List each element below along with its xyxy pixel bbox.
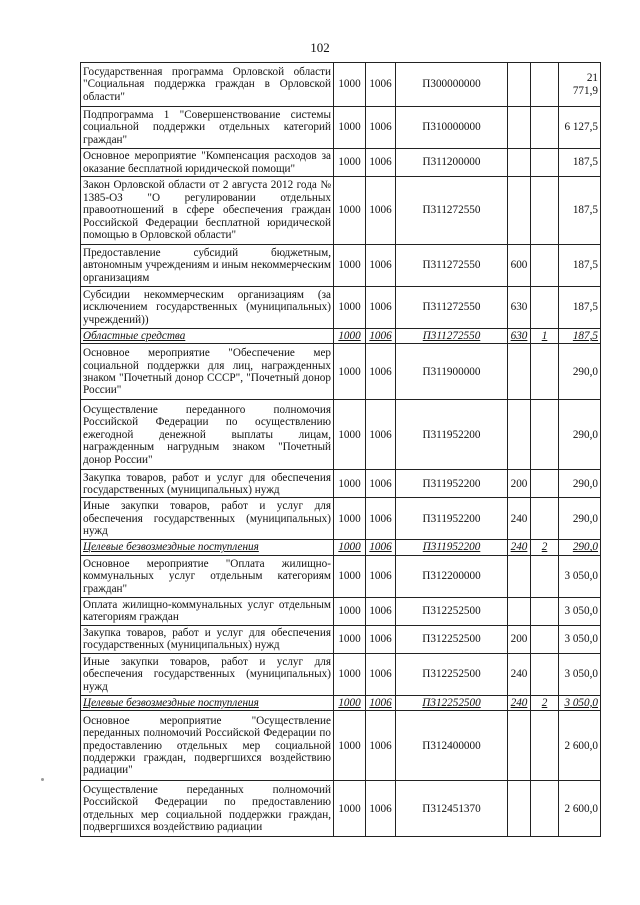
subsection-code-cell: 1006 (366, 498, 396, 540)
funding-source-cell (531, 625, 559, 653)
amount-cell: 290,0 (559, 470, 601, 498)
row-name-cell: Основное мероприятие "Оплата жилищно-коммунальных услуг отдельным категориям граждан" (81, 555, 334, 597)
table-row (81, 245, 601, 287)
target-article-cell: П312400000 (396, 711, 508, 781)
expense-type-cell (508, 711, 531, 781)
funding-source-cell (531, 555, 559, 597)
target-article-cell: П312252500 (396, 625, 508, 653)
funding-source-cell (531, 149, 559, 177)
table-row (81, 711, 601, 781)
expense-type-cell: 240 (508, 653, 531, 695)
funding-source-cell (531, 470, 559, 498)
expense-type-cell: 600 (508, 245, 531, 287)
table-row (81, 344, 601, 400)
section-code-cell: 1000 (334, 695, 366, 710)
target-article-cell: П312252500 (396, 695, 508, 710)
target-article-cell: П311952200 (396, 400, 508, 470)
row-name-cell: Целевые безвозмездные поступления (81, 695, 334, 710)
subsection-code-cell: 1006 (366, 695, 396, 710)
section-code-cell: 1000 (334, 653, 366, 695)
amount-cell: 3 050,0 (559, 597, 601, 625)
table-row (81, 555, 601, 597)
subsection-code-cell: 1006 (366, 329, 396, 344)
row-name-cell: Закупка товаров, работ и услуг для обеспечения государственных (муниципальных) нужд (81, 625, 334, 653)
expense-type-cell: 240 (508, 695, 531, 710)
expense-type-cell: 630 (508, 329, 531, 344)
funding-source-cell (531, 400, 559, 470)
target-article-cell: П311900000 (396, 344, 508, 400)
subsection-code-cell: 1006 (366, 344, 396, 400)
funding-source-cell (531, 781, 559, 837)
subsection-code-cell: 1006 (366, 287, 396, 329)
row-name-cell: Осуществление переданных полномочий Российской Федерации по предоставлению отдельных мер социальной поддержки граждан, подвергшихся воздействию радиации (81, 781, 334, 837)
table-body (81, 63, 601, 837)
amount-cell: 21 771,9 (559, 63, 601, 107)
expense-type-cell (508, 149, 531, 177)
table-row (81, 653, 601, 695)
funding-source-cell: 2 (531, 695, 559, 710)
row-name-cell: Иные закупки товаров, работ и услуг для обеспечения государственных (муниципальных) нужд (81, 653, 334, 695)
subsection-code-cell: 1006 (366, 63, 396, 107)
funding-source-cell (531, 711, 559, 781)
row-name-cell: Закупка товаров, работ и услуг для обеспечения государственных (муниципальных) нужд (81, 470, 334, 498)
target-article-cell: П300000000 (396, 63, 508, 107)
subsection-code-cell: 1006 (366, 107, 396, 149)
target-article-cell: П311272550 (396, 177, 508, 245)
subsection-code-cell: 1006 (366, 540, 396, 555)
table-row (81, 625, 601, 653)
amount-cell: 2 600,0 (559, 781, 601, 837)
section-code-cell: 1000 (334, 287, 366, 329)
section-code-cell: 1000 (334, 107, 366, 149)
row-name-cell: Осуществление переданного полномочия Российской Федерации по осуществлению ежегодной денежной выплаты лицам, награжденным нагрудным знаком "Почетный донор России" (81, 400, 334, 470)
amount-cell: 187,5 (559, 177, 601, 245)
target-article-cell: П312252500 (396, 597, 508, 625)
row-name-cell: Предоставление субсидий бюджетным, автономным учреждениям и иным некоммерческим организациям (81, 245, 334, 287)
funding-source-cell (531, 653, 559, 695)
row-name-cell: Основное мероприятие "Обеспечение мер социальной поддержки для лиц, награжденных знаком "Почетный донор СССР", "Почетный донор России" (81, 344, 334, 400)
section-code-cell: 1000 (334, 177, 366, 245)
amount-cell: 2 600,0 (559, 711, 601, 781)
expense-type-cell (508, 597, 531, 625)
target-article-cell: П311952200 (396, 498, 508, 540)
subsection-code-cell: 1006 (366, 653, 396, 695)
row-name-cell: Подпрограмма 1 "Совершенствование системы социальной поддержки отдельных категорий граждан" (81, 107, 334, 149)
row-name-cell: Целевые безвозмездные поступления (81, 540, 334, 555)
section-code-cell: 1000 (334, 781, 366, 837)
section-code-cell: 1000 (334, 470, 366, 498)
subsection-code-cell: 1006 (366, 555, 396, 597)
table-row (81, 695, 601, 710)
expense-type-cell: 200 (508, 625, 531, 653)
subsection-code-cell: 1006 (366, 597, 396, 625)
table-row (81, 107, 601, 149)
subsection-code-cell: 1006 (366, 177, 396, 245)
funding-source-cell (531, 597, 559, 625)
table-row (81, 329, 601, 344)
funding-source-cell (531, 107, 559, 149)
amount-cell: 290,0 (559, 498, 601, 540)
row-name-cell: Основное мероприятие "Компенсация расходов за оказание бесплатной юридической помощи" (81, 149, 334, 177)
funding-source-cell (531, 245, 559, 287)
target-article-cell: П311200000 (396, 149, 508, 177)
subsection-code-cell: 1006 (366, 711, 396, 781)
target-article-cell: П312451370 (396, 781, 508, 837)
table-row (81, 470, 601, 498)
amount-cell: 3 050,0 (559, 625, 601, 653)
expense-type-cell: 240 (508, 540, 531, 555)
section-code-cell: 1000 (334, 625, 366, 653)
table-row (81, 177, 601, 245)
budget-table (80, 62, 601, 837)
funding-source-cell (531, 177, 559, 245)
table-row (81, 597, 601, 625)
section-code-cell: 1000 (334, 597, 366, 625)
expense-type-cell: 240 (508, 498, 531, 540)
expense-type-cell: 630 (508, 287, 531, 329)
amount-cell: 187,5 (559, 287, 601, 329)
section-code-cell: 1000 (334, 400, 366, 470)
amount-cell: 6 127,5 (559, 107, 601, 149)
row-name-cell: Основное мероприятие "Осуществление переданных полномочий Российской Федерации по предоставлению отдельных мер социальной поддержки граждан, подвергшихся воздействию радиации" (81, 711, 334, 781)
expense-type-cell (508, 63, 531, 107)
funding-source-cell (531, 63, 559, 107)
row-name-cell: Субсидии некоммерческим организациям (за исключением государственных (муниципальных) учреждений)) (81, 287, 334, 329)
table-row (81, 149, 601, 177)
section-code-cell: 1000 (334, 344, 366, 400)
table-row (81, 287, 601, 329)
table-row (81, 498, 601, 540)
row-name-cell: Государственная программа Орловской области "Социальная поддержка граждан в Орловской области" (81, 63, 334, 107)
funding-source-cell (531, 498, 559, 540)
target-article-cell: П312252500 (396, 653, 508, 695)
expense-type-cell (508, 344, 531, 400)
section-code-cell: 1000 (334, 245, 366, 287)
table-row (81, 781, 601, 837)
table-row (81, 400, 601, 470)
amount-cell: 3 050,0 (559, 653, 601, 695)
target-article-cell: П312200000 (396, 555, 508, 597)
target-article-cell: П310000000 (396, 107, 508, 149)
amount-cell: 290,0 (559, 540, 601, 555)
section-code-cell: 1000 (334, 540, 366, 555)
expense-type-cell (508, 177, 531, 245)
funding-source-cell: 2 (531, 540, 559, 555)
section-code-cell: 1000 (334, 149, 366, 177)
target-article-cell: П311952200 (396, 470, 508, 498)
subsection-code-cell: 1006 (366, 400, 396, 470)
section-code-cell: 1000 (334, 498, 366, 540)
amount-cell: 187,5 (559, 329, 601, 344)
section-code-cell: 1000 (334, 63, 366, 107)
section-code-cell: 1000 (334, 711, 366, 781)
target-article-cell: П311272550 (396, 287, 508, 329)
table-row (81, 63, 601, 107)
amount-cell: 3 050,0 (559, 555, 601, 597)
subsection-code-cell: 1006 (366, 245, 396, 287)
section-code-cell: 1000 (334, 555, 366, 597)
subsection-code-cell: 1006 (366, 149, 396, 177)
row-name-cell: Областные средства (81, 329, 334, 344)
amount-cell: 3 050,0 (559, 695, 601, 710)
stray-mark (41, 778, 44, 781)
row-name-cell: Оплата жилищно-коммунальных услуг отдельным категориям граждан (81, 597, 334, 625)
amount-cell: 187,5 (559, 245, 601, 287)
expense-type-cell (508, 555, 531, 597)
row-name-cell: Закон Орловской области от 2 августа 2012 года № 1385-ОЗ "О регулировании отдельных правоотношений в сфере обеспечения граждан Российской Федерации бесплатной юридической помощью в Орловской области" (81, 177, 334, 245)
subsection-code-cell: 1006 (366, 781, 396, 837)
subsection-code-cell: 1006 (366, 470, 396, 498)
funding-source-cell (531, 287, 559, 329)
expense-type-cell: 200 (508, 470, 531, 498)
section-code-cell: 1000 (334, 329, 366, 344)
expense-type-cell (508, 107, 531, 149)
amount-cell: 187,5 (559, 149, 601, 177)
page-number: 102 (310, 40, 330, 55)
funding-source-cell: 1 (531, 329, 559, 344)
subsection-code-cell: 1006 (366, 625, 396, 653)
amount-cell: 290,0 (559, 400, 601, 470)
target-article-cell: П311272550 (396, 245, 508, 287)
target-article-cell: П311272550 (396, 329, 508, 344)
table-row (81, 540, 601, 555)
amount-cell: 290,0 (559, 344, 601, 400)
expense-type-cell (508, 781, 531, 837)
target-article-cell: П311952200 (396, 540, 508, 555)
row-name-cell: Иные закупки товаров, работ и услуг для обеспечения государственных (муниципальных) нужд (81, 498, 334, 540)
funding-source-cell (531, 344, 559, 400)
expense-type-cell (508, 400, 531, 470)
